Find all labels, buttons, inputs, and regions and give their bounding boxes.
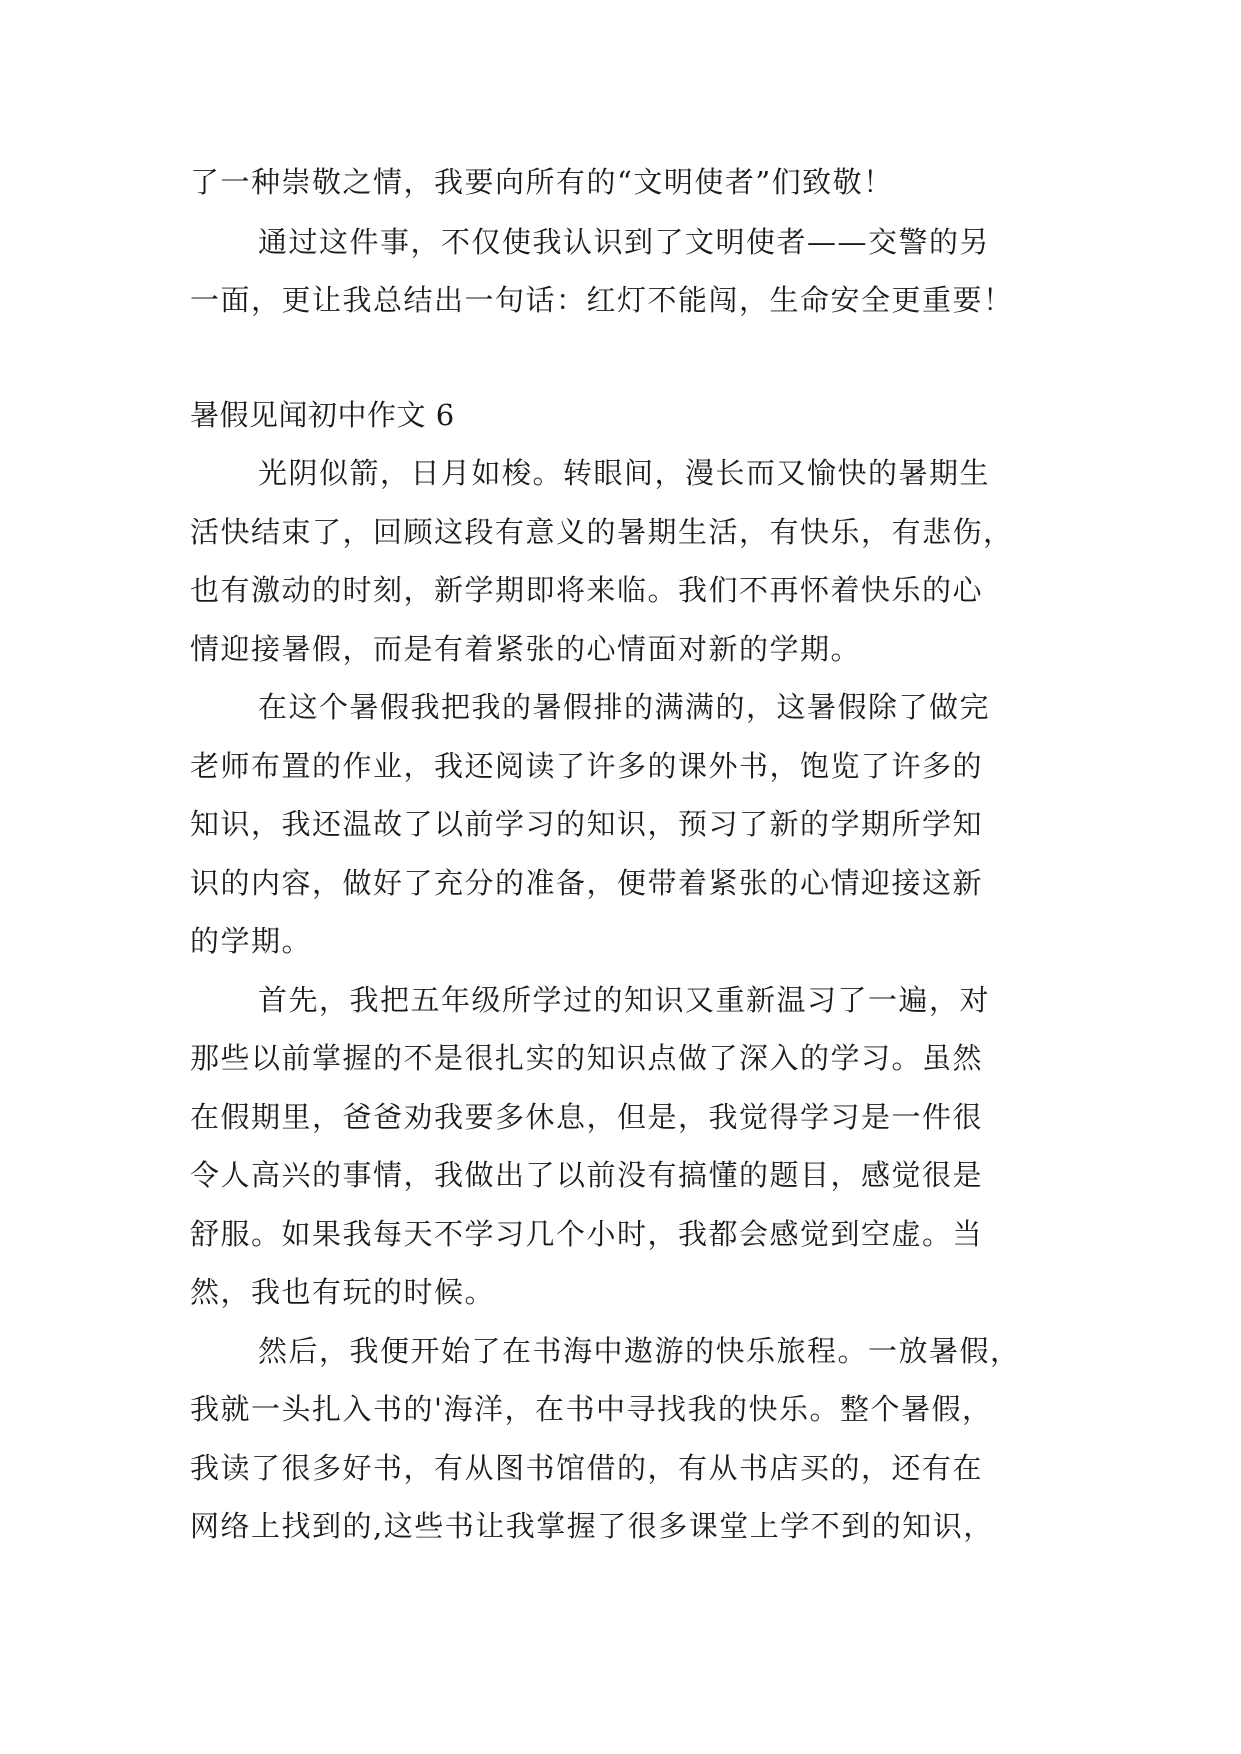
paragraph-line: 识的内容，做好了充分的准备，便带着紧张的心情迎接这新	[190, 866, 984, 900]
paragraph-line: 在这个暑假我把我的暑假排的满满的，这暑假除了做完	[258, 690, 991, 724]
paragraph-line: 光阴似箭，日月如梭。转眼间，漫长而又愉快的暑期生	[258, 456, 991, 490]
section-heading: 暑假见闻初中作文 6	[190, 398, 455, 432]
paragraph-line: 首先，我把五年级所学过的知识又重新温习了一遍，对	[258, 983, 991, 1017]
paragraph-line: 我读了很多好书，有从图书馆借的，有从书店买的，还有在	[190, 1451, 984, 1485]
paragraph-line: 一面，更让我总结出一句话：红灯不能闯，生命安全更重要！	[190, 283, 1014, 317]
paragraph-line: 令人高兴的事情，我做出了以前没有搞懂的题目，感觉很是	[190, 1158, 984, 1192]
paragraph-line: 情迎接暑假，而是有着紧张的心情面对新的学期。	[190, 632, 862, 666]
paragraph-line: 了一种崇敬之情，我要向所有的“文明使者”们致敬！	[190, 165, 894, 199]
paragraph-line: 在假期里，爸爸劝我要多休息，但是，我觉得学习是一件很	[190, 1100, 984, 1134]
paragraph-line: 然，我也有玩的时候。	[190, 1275, 496, 1309]
paragraph-line: 然后，我便开始了在书海中遨游的快乐旅程。一放暑假，	[258, 1334, 1021, 1368]
paragraph-line: 的学期。	[190, 924, 313, 958]
paragraph-line: 那些以前掌握的不是很扎实的知识点做了深入的学习。虽然	[190, 1041, 984, 1075]
paragraph-line: 舒服。如果我每天不学习几个小时，我都会感觉到空虚。当	[190, 1217, 984, 1251]
paragraph-line: 通过这件事，不仅使我认识到了文明使者——交警的另	[258, 225, 991, 259]
paragraph-line: 老师布置的作业，我还阅读了许多的课外书，饱览了许多的	[190, 749, 984, 783]
paragraph-line: 活快结束了，回顾这段有意义的暑期生活，有快乐，有悲伤，	[190, 515, 1014, 549]
paragraph-line: 也有激动的时刻，新学期即将来临。我们不再怀着快乐的心	[190, 573, 984, 607]
paragraph-line: 知识，我还温故了以前学习的知识，预习了新的学期所学知	[190, 807, 984, 841]
paragraph-line: 我就一头扎入书的'海洋，在书中寻找我的快乐。整个暑假，	[190, 1392, 993, 1426]
paragraph-line: 网络上找到的,这些书让我掌握了很多课堂上学不到的知识，	[190, 1509, 994, 1543]
